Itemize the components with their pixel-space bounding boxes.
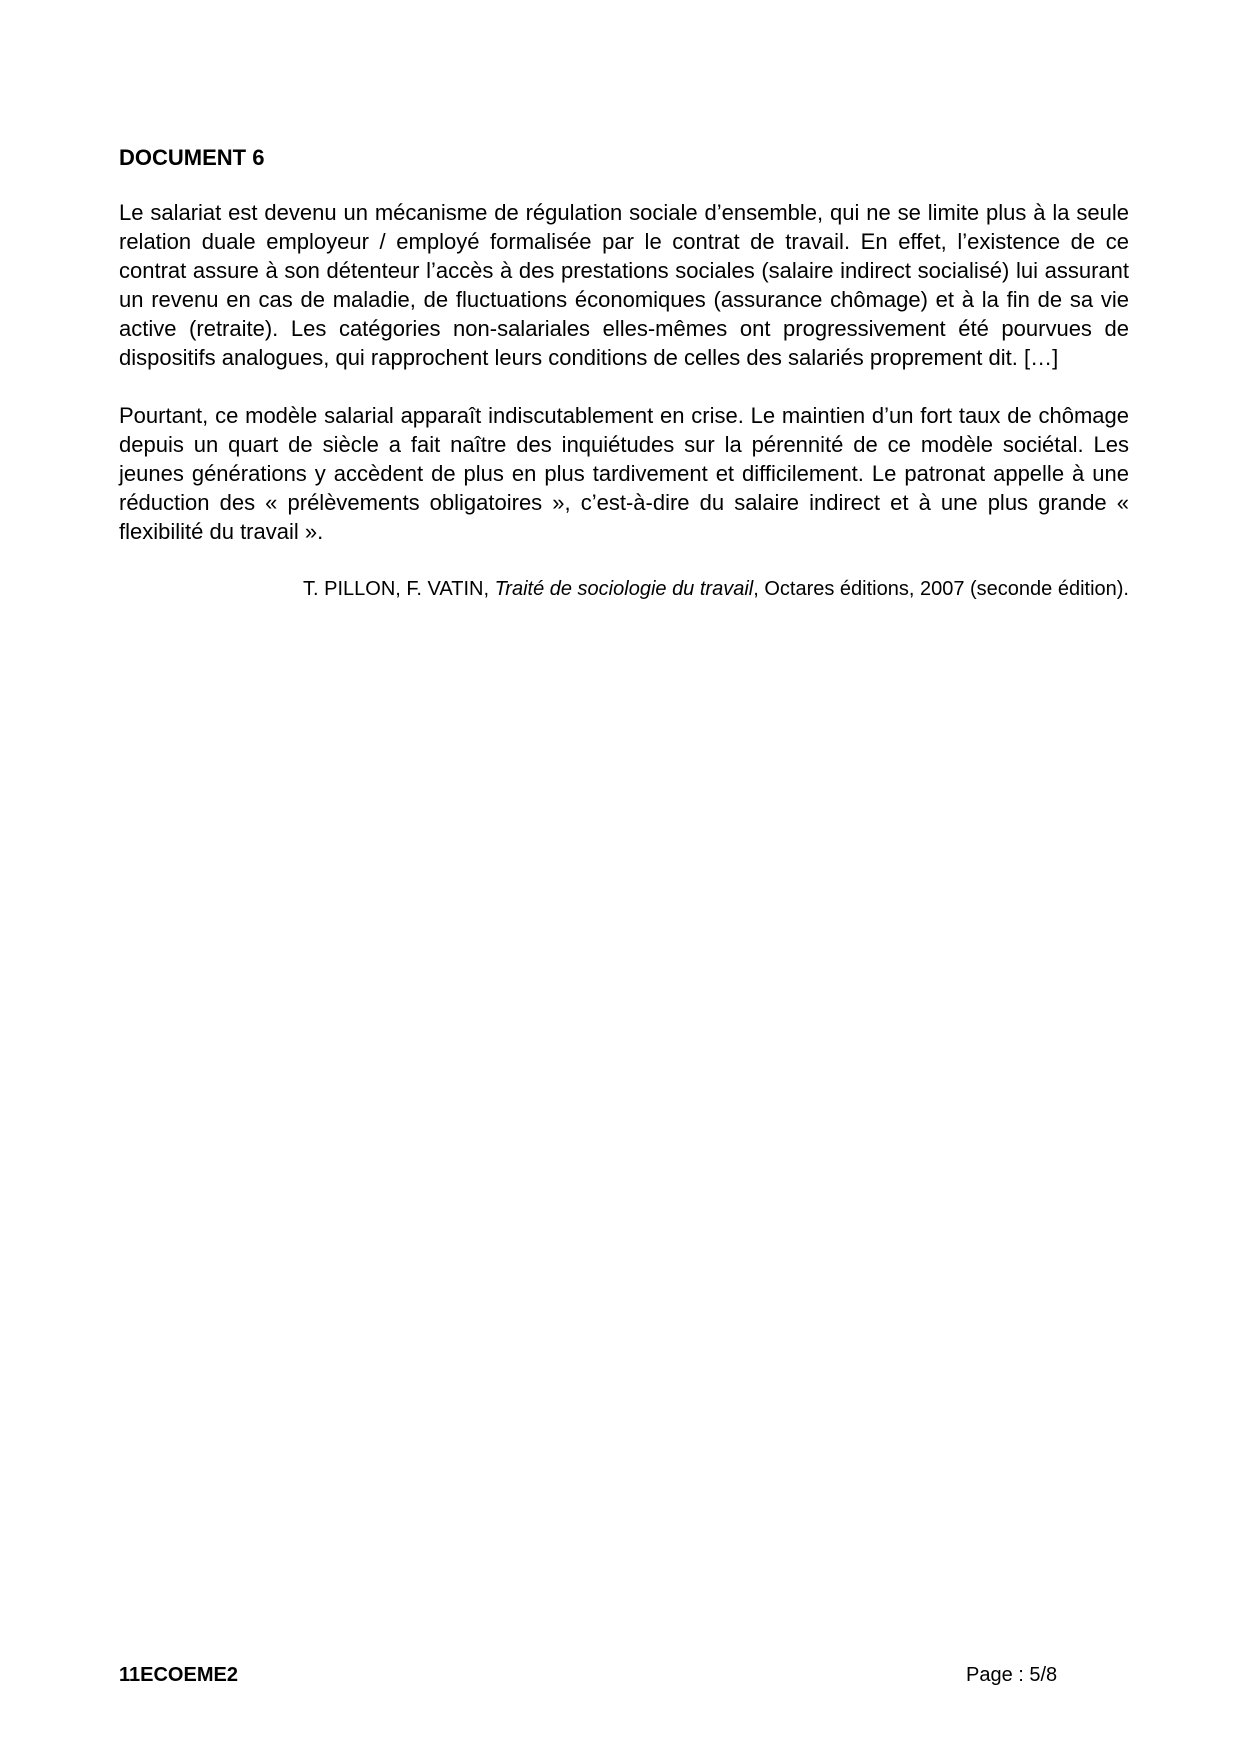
paragraph: Le salariat est devenu un mécanisme de régulation sociale d’ensemble, qui ne se limite plus à la seule relation duale employeur / employé formalisée par le contrat de travail. En effet, l’existence de ce contrat assure à son détenteur l’accès à des prestations sociales (salaire indirect socialisé) lui assurant un revenu en cas de maladie, de fluctuations économiques (assurance chômage) et à la fin de sa vie active (retraite). Les catégories non-salariales elles-mêmes ont progressivement été pourvues de dispositifs analogues, qui rapprochent leurs conditions de celles des salariés proprement dit. […] xyxy=(119,200,1129,370)
footer-page-number: Page : 5/8 xyxy=(966,1664,1058,1686)
paragraph: Pourtant, ce modèle salarial apparaît indiscutablement en crise. Le maintien d’un fort taux de chômage depuis un quart de siècle a fait naître des inquiétudes sur la pérennité de ce modèle sociétal. Les jeunes générations y accèdent de plus en plus tardivement et difficilement. Le patronat appelle à une réduction des « prélèvements obligatoires », c’est-à-dire du salaire indirect et à une plus grande « flexibilité du travail ». xyxy=(119,403,1129,544)
source-details: , Octares éditions, 2007 (seconde édition). xyxy=(753,578,1129,600)
source-work-title: Traité de sociologie du travail xyxy=(494,578,754,600)
document-body xyxy=(119,143,1129,603)
footer-exam-code: 11ECOEME2 xyxy=(119,1664,238,1686)
document-title: DOCUMENT 6 xyxy=(119,145,265,170)
source-citation xyxy=(119,575,1129,603)
source-authors: T. PILLON, F. VATIN, xyxy=(303,578,495,600)
